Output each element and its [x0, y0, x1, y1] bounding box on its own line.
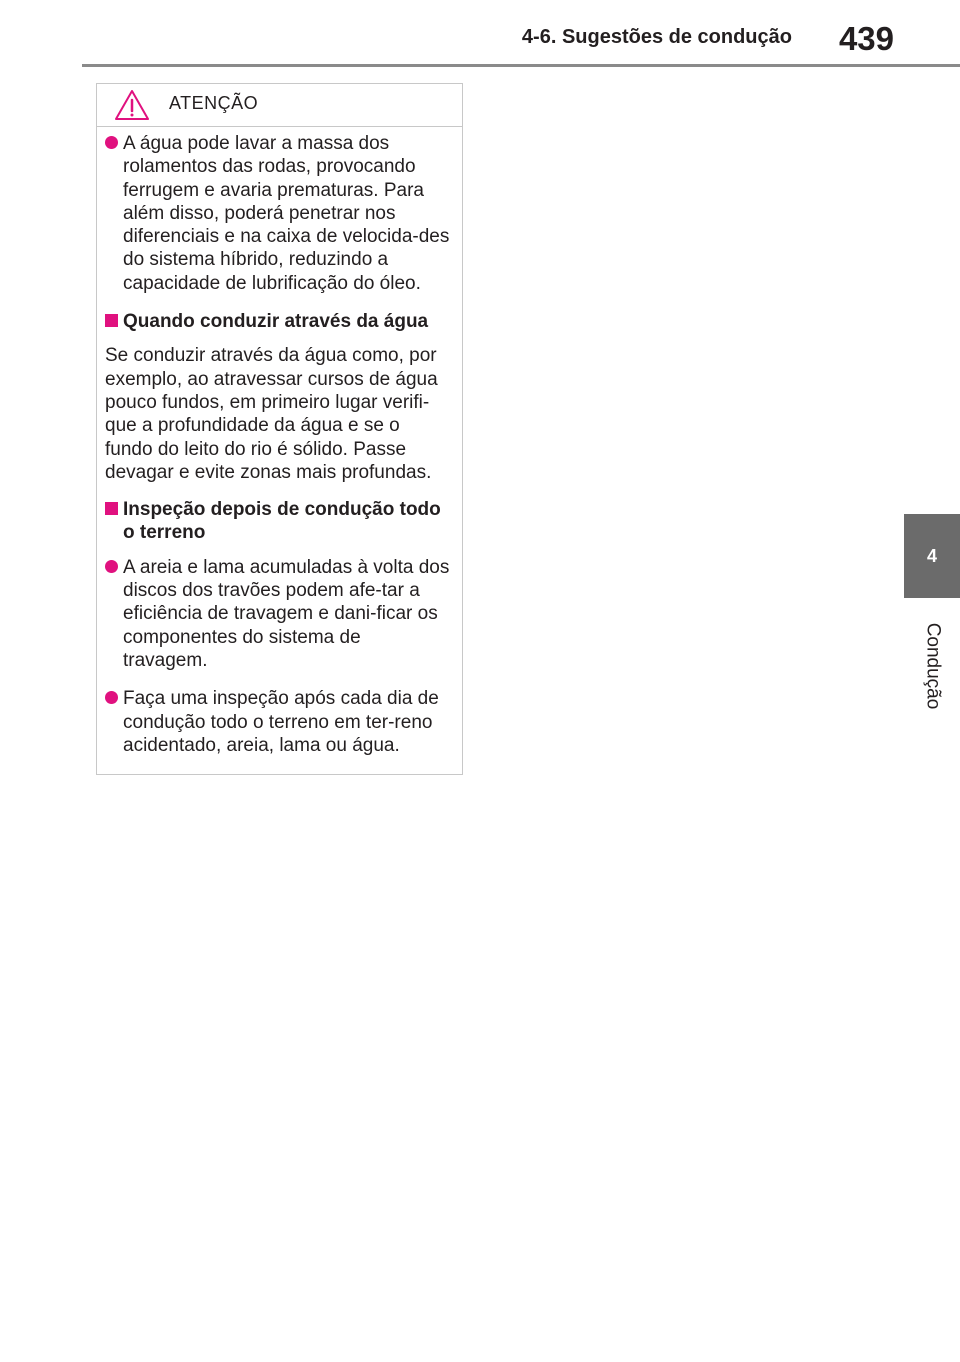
- paragraph: Se conduzir através da água como, por exemplo, ao atravessar cursos de água pouco fundos, em primeiro lugar verifi-que a profundidade da água e se o fundo do leito do rio é sólido. Passe devagar e evite zonas mais profundas.: [105, 345, 438, 483]
- square-bullet-icon: [105, 502, 118, 515]
- bullet-text: A água pode lavar a massa dos rolamentos das rodas, provocando ferrugem e avaria prematuras. Para além disso, poderá penetrar nos diferenciais e na caixa de velocida-des do sistema híbrido, reduzindo a capacidade de lubrificação do óleo.: [123, 133, 450, 294]
- chapter-label-text: Condução: [922, 622, 943, 710]
- warning-triangle-icon: [113, 88, 151, 127]
- list-item: [105, 132, 450, 295]
- chapter-number: 4: [926, 545, 937, 566]
- section-heading: [105, 310, 450, 333]
- page-number: 439: [838, 20, 894, 57]
- header-divider: [82, 64, 960, 67]
- bullet-text: A areia e lama acumuladas à volta dos discos dos travões podem afe-tar a eficiência de travagem e dani-ficar os componentes do sistema de travagem.: [123, 556, 450, 671]
- warning-header: [97, 84, 462, 127]
- section-heading: [105, 498, 450, 545]
- section-title: 4-6. Sugestões de condução: [521, 26, 792, 48]
- list-item: [105, 556, 450, 672]
- bullet-dot-icon: [105, 136, 118, 149]
- page-header: [0, 0, 960, 66]
- warning-content: [105, 132, 450, 757]
- warning-title: ATENÇÃO: [169, 93, 259, 113]
- warning-box: [96, 83, 463, 775]
- section-heading-text: Inspeção depois de condução todo o terreno: [123, 499, 441, 544]
- chapter-tab[interactable]: [904, 514, 960, 598]
- bullet-dot-icon: [105, 691, 118, 704]
- square-bullet-icon: [105, 314, 118, 327]
- section-heading-text: Quando conduzir através da água: [123, 311, 429, 333]
- chapter-label: [904, 606, 960, 726]
- bullet-dot-icon: [105, 560, 118, 573]
- list-item: [105, 687, 450, 757]
- bullet-text: Faça uma inspeção após cada dia de condução todo o terreno em ter-reno acidentado, areia, lama ou água.: [123, 688, 439, 756]
